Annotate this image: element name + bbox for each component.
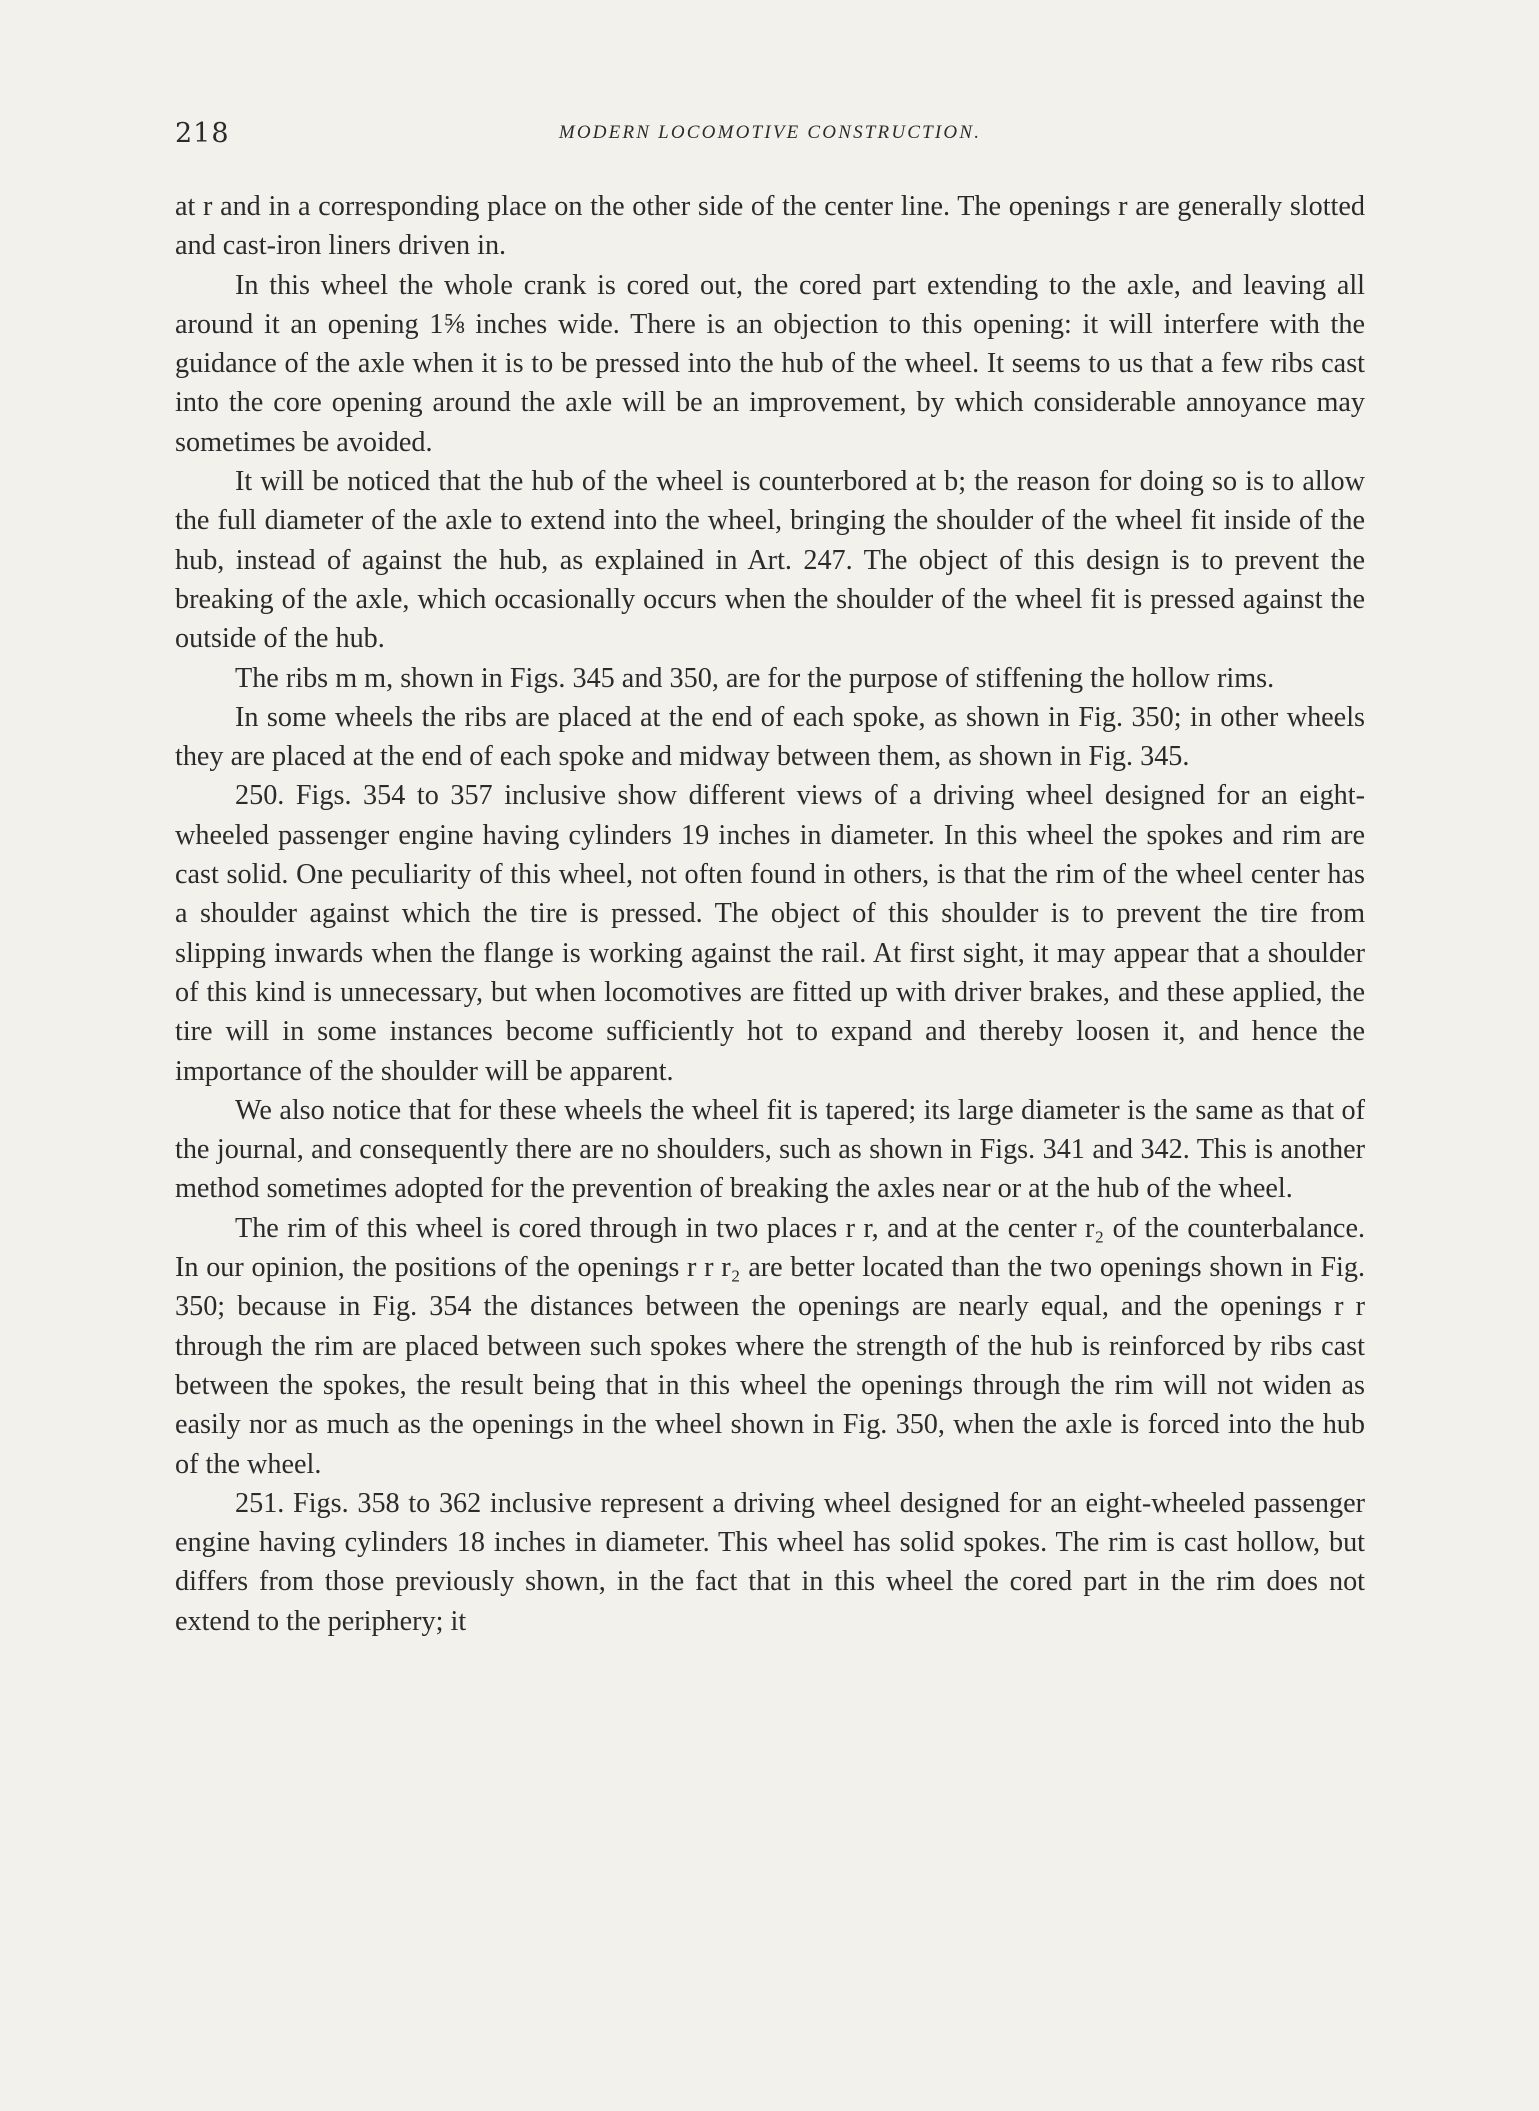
page-header xyxy=(175,118,1365,162)
paragraph: In this wheel the whole crank is cored out, the cored part extending to the axle, and leaving all around it an opening 1⅝ inches wide. There is an objection to this opening: it will interfere with the guidance of the axle when it is to be pressed into the hub of the wheel. It seems to us that a few ribs cast into the core opening around the axle will be an improvement, by which considerable annoyance may sometimes be avoided. xyxy=(175,269,1365,458)
paragraph: The ribs m m, shown in Figs. 345 and 350, are for the purpose of stiffening the hollow rims. xyxy=(235,662,1275,694)
paragraph: In some wheels the ribs are placed at the end of each spoke, as shown in Fig. 350; in other wheels they are placed at the end of each spoke and midway between them, as shown in Fig. 345. xyxy=(175,701,1365,773)
running-title: MODERN LOCOMOTIVE CONSTRUCTION. xyxy=(558,122,982,143)
paragraph: We also notice that for these wheels the wheel fit is tapered; its large diameter is the same as that of the journal, and consequently there are no shoulders, such as shown in Figs. 341 and 342. This is another method sometimes adopted for the prevention of breaking the axles near or at the hub of the wheel. xyxy=(175,1094,1365,1205)
page-number: 218 xyxy=(175,118,230,149)
paragraph: 251. Figs. 358 to 362 inclusive represent a driving wheel designed for an eight-wheeled passenger engine having cylinders 18 inches in diameter. This wheel has solid spokes. The rim is cast hollow, but differs from those previously shown, in the fact that in this wheel the cored part in the rim does not extend to the periphery; it xyxy=(175,1487,1365,1637)
paragraph: at r and in a corresponding place on the other side of the center line. The openings r are generally slotted and cast-iron liners driven in. xyxy=(175,191,1365,262)
paragraph: It will be noticed that the hub of the wheel is counterbored at b; the reason for doing so is to allow the full diameter of the axle to extend into the wheel, bringing the shoulder of the wheel fit inside of the hub, instead of against the hub, as explained in Art. 247. The object of this design is to prevent the breaking of the axle, which occasionally occurs when the shoulder of the wheel fit is pressed against the outside of the hub. xyxy=(175,466,1365,655)
paragraph: The rim of this wheel is cored through in two places r r, and at the center r₂ of the counterbalance. In our opinion, the positions of the openings r r r₂ are better located than the two openings shown in Fig. 350; because in Fig. 354 the distances between the openings are nearly equal, and the openings r r through the rim are placed between such spokes where the strength of the hub is reinforced by ribs cast between the spokes, the result being that in this wheel the openings through the rim will not widen as easily nor as much as the openings in the wheel shown in Fig. 350, when the axle is forced into the hub of the wheel. xyxy=(175,1212,1365,1480)
paragraph: 250. Figs. 354 to 357 inclusive show different views of a driving wheel designed for an eight-wheeled passenger engine having cylinders 19 inches in diameter. In this wheel the spokes and rim are cast solid. One peculiarity of this wheel, not often found in others, is that the rim of the wheel center has a shoulder against which the tire is pressed. The object of this shoulder is to prevent the tire from slipping inwards when the flange is working against the rail. At first sight, it may appear that a shoulder of this kind is unnecessary, but when locomotives are fitted up with driver brakes, and these applied, the tire will in some instances become sufficiently hot to expand and thereby loosen it, and hence the importance of the shoulder will be apparent. xyxy=(175,780,1365,1087)
body-text xyxy=(175,187,1365,1641)
